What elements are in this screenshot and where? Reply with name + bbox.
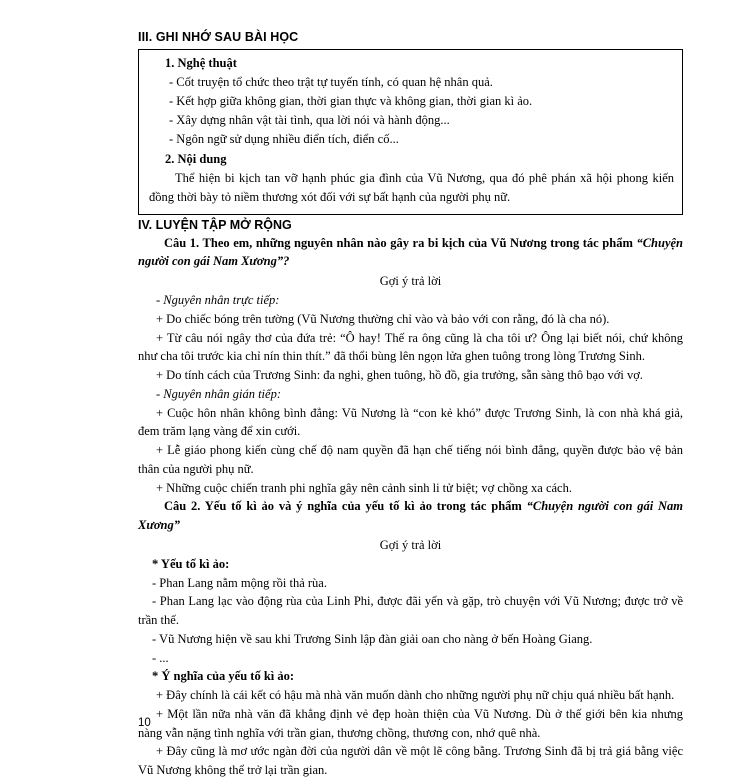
- question-2-label: Câu 2.: [164, 499, 201, 514]
- nghe-thuat-title: 1. Nghệ thuật: [165, 56, 237, 70]
- q2-block2-title: * Ý nghĩa của yếu tố kì ảo:: [152, 669, 295, 684]
- q2-block1-point-2: - Phan Lang lạc vào động rùa của Linh Phi, được đãi yến và gặp, trò chuyện với Vũ Nương; được trở về trần thế.: [138, 594, 683, 627]
- page-number: 10: [138, 717, 151, 729]
- question-2-text: Yếu tố kì ảo và ý nghĩa của yếu tố kì ảo trong tác phẩm: [200, 499, 527, 514]
- question-2-heading: [138, 497, 683, 535]
- q1-direct-point-2: + Từ câu nói ngây thơ của đứa trẻ: “Ô hay! Thế ra ông cũng là cha tôi ư? Ông lại biết nói, chứ không như cha tôi trước kia chỉ nín thin thít.” đã thổi bùng lên ngọn lửa ghen tuông trong lòng Trương Sinh.: [138, 330, 683, 364]
- question-1-text: Theo em, những nguyên nhân nào gây ra bi kịch của Vũ Nương trong tác phẩm: [199, 235, 637, 250]
- nghe-thuat-bullet-3: - Xây dựng nhân vật tài tình, qua lời nói và hành động...: [169, 113, 450, 127]
- question-1-answer-header: Gợi ý trả lời: [379, 274, 442, 288]
- question-2-title: “Chuyện người con gái Nam Xương”: [138, 499, 683, 532]
- noi-dung-text: Thể hiện bi kịch tan vỡ hạnh phúc gia đình của Vũ Nương, qua đó phê phán xã hội phong kiến đồng thời bày tỏ niềm thương xót đối với sự bất hạnh của người phụ nữ.: [149, 171, 674, 204]
- q1-indirect-point-2: + Lễ giáo phong kiến cùng chế độ nam quyền đã hạn chế tiếng nói bình đẳng, quyền được bảo vệ bản thân của người phụ nữ.: [138, 443, 683, 476]
- nghe-thuat-bullet-1: - Cốt truyện tổ chức theo trật tự tuyến tính, có quan hệ nhân quả.: [169, 75, 493, 89]
- q2-block2-point-1: + Đây chính là cái kết có hậu mà nhà văn muốn dành cho những người phụ nữ chịu quá nhiều bất hạnh.: [156, 688, 675, 702]
- section-heading-iii: III. GHI NHỚ SAU BÀI HỌC: [138, 30, 299, 44]
- ghi-nho-box: [138, 49, 683, 215]
- q1-indirect-point-1: + Cuộc hôn nhân không bình đẳng: Vũ Nương là “con kẻ khó” được Trương Sinh, là con nhà khá giả, đem trăm lạng vàng để xin cưới.: [138, 405, 683, 439]
- q2-block1-title: * Yếu tố kì ảo:: [152, 556, 230, 571]
- question-1-heading: [138, 234, 683, 272]
- nghe-thuat-bullet-4: - Ngôn ngữ sử dụng nhiều điển tích, điển cố...: [169, 132, 399, 146]
- q2-block2-point-2: + Một lần nữa nhà văn đã khẳng định vẻ đẹp hoàn thiện của Vũ Nương. Dù ở thế giới bên kia nhưng nàng vẫn nặng tình nghĩa với trần gian, thương chồng, thương con, nhớ quê nhà.: [138, 706, 683, 740]
- q1-direct-point-3: + Do tính cách của Trương Sinh: đa nghi, ghen tuông, hồ đồ, gia trưởng, sẵn sàng thô bạo với vợ.: [156, 368, 643, 382]
- question-1-title: “Chuyện người con gái Nam Xương”?: [138, 235, 683, 269]
- q1-sub-indirect-causes: - Nguyên nhân gián tiếp:: [156, 386, 281, 401]
- q1-indirect-point-3: + Những cuộc chiến tranh phi nghĩa gây nên cảnh sinh li tử biệt; vợ chồng xa cách.: [156, 480, 572, 495]
- q2-block1-point-4: - ...: [152, 650, 169, 665]
- q2-block2-point-3: + Đây cũng là mơ ước ngàn đời của người dân về một lẽ công bằng. Trương Sinh đã bị trả giá bằng việc Vũ Nương không thể trở lại trần gian.: [138, 744, 683, 777]
- q2-block1-point-3: - Vũ Nương hiện về sau khi Trương Sinh lập đàn giải oan cho nàng ở bến Hoàng Giang.: [152, 631, 593, 646]
- q1-direct-point-1: + Do chiếc bóng trên tường (Vũ Nương thường chỉ vào và bảo với con rằng, đó là cha nó).: [156, 311, 610, 326]
- q1-sub-direct-causes: - Nguyên nhân trực tiếp:: [156, 293, 280, 307]
- noi-dung-title: 2. Nội dung: [165, 152, 227, 166]
- q2-block1-point-1: - Phan Lang nằm mộng rồi thả rùa.: [152, 575, 327, 590]
- nghe-thuat-bullet-2: - Kết hợp giữa không gian, thời gian thực và không gian, thời gian kì ảo.: [169, 94, 533, 108]
- section-heading-iv: IV. LUYỆN TẬP MỞ RỘNG: [138, 217, 292, 232]
- question-1-label: Câu 1.: [164, 235, 200, 250]
- question-2-answer-header: Gợi ý trả lời: [379, 537, 442, 552]
